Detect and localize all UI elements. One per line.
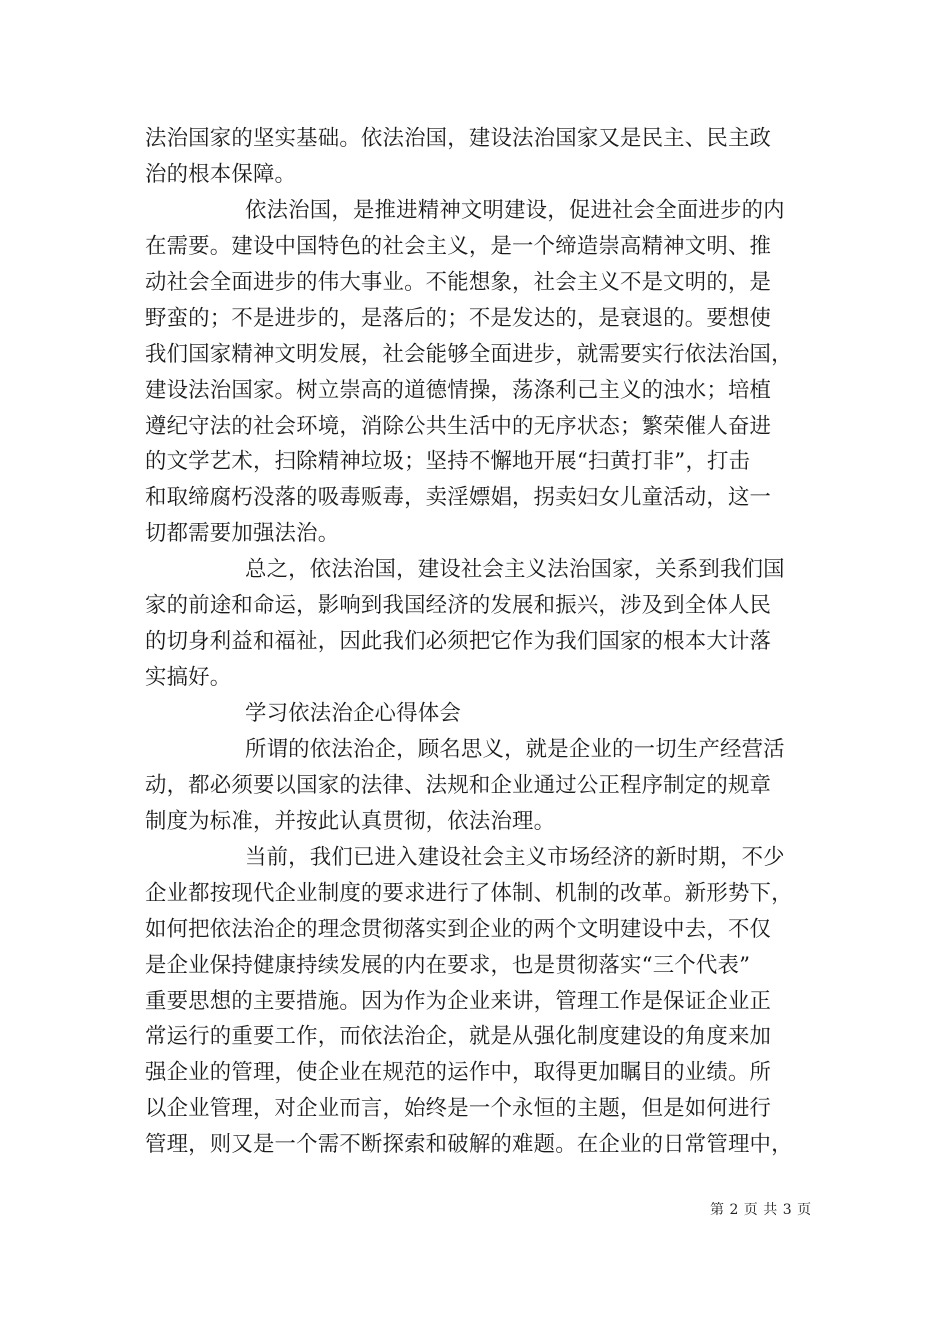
text-line: 动社会全面进步的伟大事业。不能想象，社会主义不是文明的，是 xyxy=(145,269,772,295)
document-body xyxy=(145,121,805,1163)
text-line: 法治国家的坚实基础。依法治国，建设法治国家又是民主、民主政 xyxy=(145,126,772,151)
text-line: 常运行的重要工作，而依法治企，就是从强化制度建设的角度来加 xyxy=(145,1024,772,1050)
text-line: 动，都必须要以国家的法律、法规和企业通过公正程序制定的规章 xyxy=(145,772,772,798)
text-line: 家的前途和命运，影响到我国经济的发展和振兴，涉及到全体人民 xyxy=(145,593,772,619)
paragraph-start-line: 当前，我们已进入建设社会主义市场经济的新时期，不少 xyxy=(245,844,785,870)
text-line: 治的根本保障。 xyxy=(145,161,297,187)
text-line: 实搞好。 xyxy=(145,665,232,691)
text-line: 企业都按现代企业制度的要求进行了体制、机制的改革。新形势下， xyxy=(145,880,793,906)
text-line: 的切身利益和福祉，因此我们必须把它作为我们国家的根本大计落 xyxy=(145,629,772,655)
text-line: 建设法治国家。树立崇高的道德情操，荡涤利己主义的浊水；培植 xyxy=(145,377,772,403)
text-line: 管理，则又是一个需不断探索和破解的难题。在企业的日常管理中， xyxy=(145,1132,793,1158)
text-line: 切都需要加强法治。 xyxy=(145,521,340,547)
text-line: 我们国家精神文明发展，社会能够全面进步，就需要实行依法治国， xyxy=(145,341,793,367)
page-number-footer: 第 2 页 共 3 页 xyxy=(710,1202,812,1218)
text-line: 和取缔腐朽没落的吸毒贩毒，卖淫嫖娼，拐卖妇女儿童活动，这一 xyxy=(145,485,772,511)
text-line: 以企业管理，对企业而言，始终是一个永恒的主题，但是如何进行 xyxy=(145,1096,772,1122)
text-line: 遵纪守法的社会环境，消除公共生活中的无序状态；繁荣催人奋进 xyxy=(145,413,772,439)
paragraph-start-line: 所谓的依法治企，顾名思义，就是企业的一切生产经营活 xyxy=(245,736,785,762)
text-line: 制度为标准，并按此认真贯彻，依法治理。 xyxy=(145,808,556,834)
text-line: 是企业保持健康持续发展的内在要求，也是贯彻落实“三个代表” xyxy=(145,952,751,978)
paragraph-start-line: 依法治国，是推进精神文明建设，促进社会全面进步的内 xyxy=(245,197,785,223)
text-line: 野蛮的；不是进步的，是落后的；不是发达的，是衰退的。要想使 xyxy=(145,305,772,331)
text-line: 重要思想的主要措施。因为作为企业来讲，管理工作是保证企业正 xyxy=(145,988,772,1014)
text-line: 如何把依法治企的理念贯彻落实到企业的两个文明建设中去，不仅 xyxy=(145,916,772,942)
text-line: 强企业的管理，使企业在规范的运作中，取得更加瞩目的业绩。所 xyxy=(145,1060,772,1086)
text-line: 在需要。建设中国特色的社会主义，是一个缔造崇高精神文明、推 xyxy=(145,233,772,259)
paragraph-start-line: 总之，依法治国，建设社会主义法治国家，关系到我们国 xyxy=(245,557,785,583)
section-heading: 学习依法治企心得体会 xyxy=(245,701,461,726)
text-line: 的文学艺术，扫除精神垃圾；坚持不懈地开展“扫黄打非”，打击 xyxy=(145,449,751,475)
